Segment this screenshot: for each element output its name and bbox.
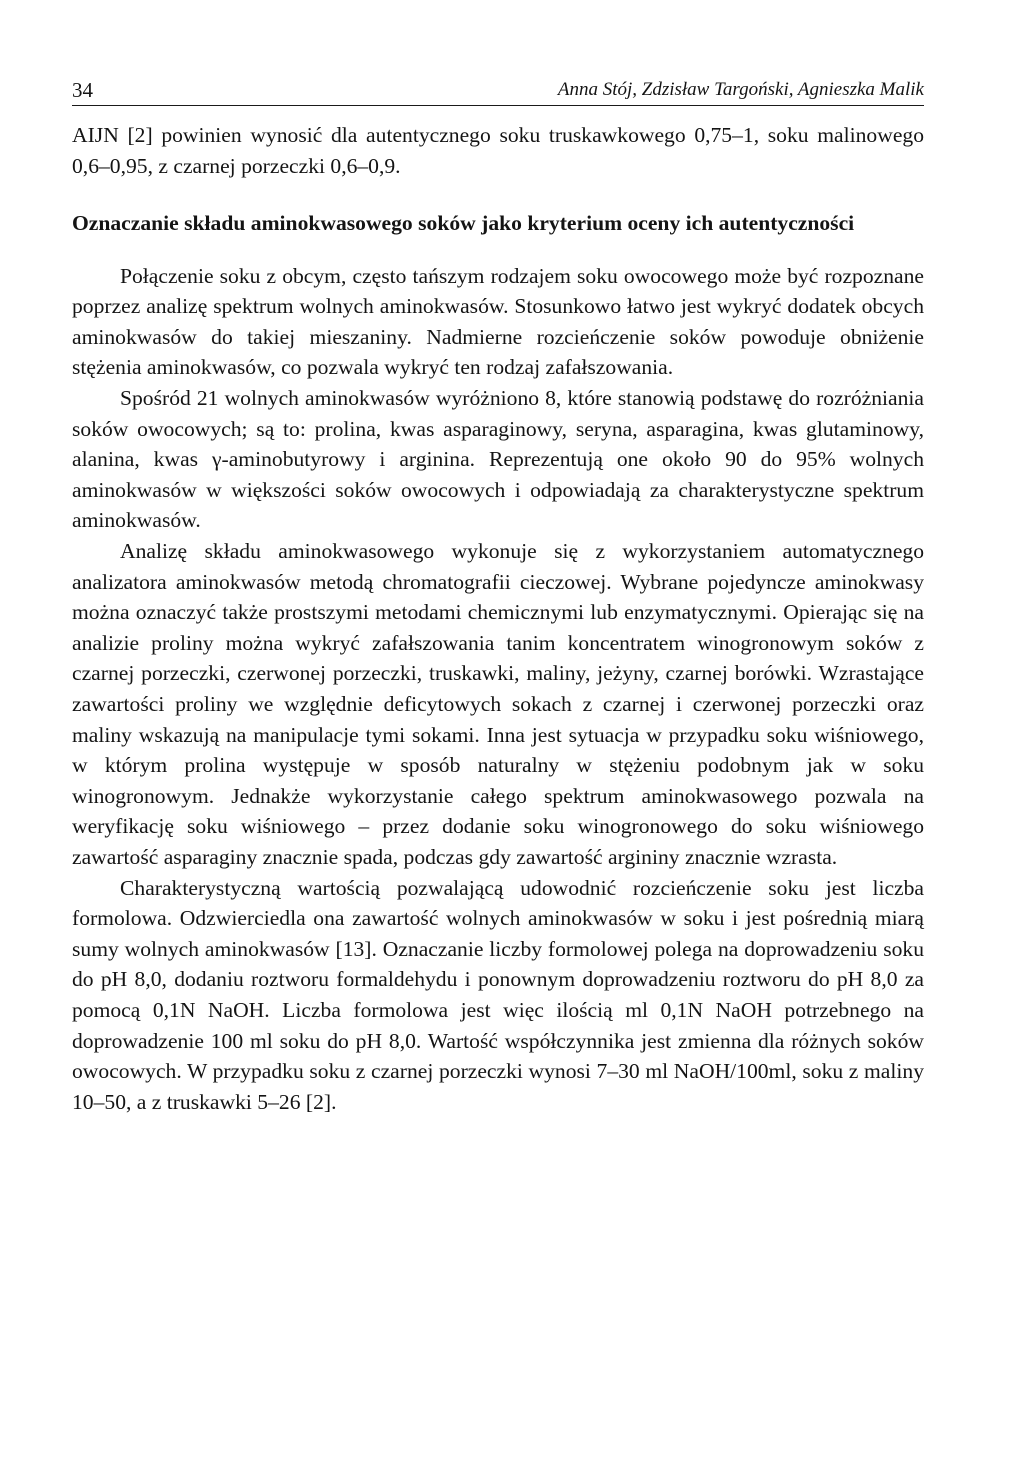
intro-paragraph: AIJN [2] powinien wynosić dla autentycznego soku truskawkowego 0,75–1, soku malinowego 0,6–0,95, z czarnej porzeczki 0,6–0,9. — [72, 123, 924, 178]
paragraph-4: Charakterystyczną wartością pozwalającą udowodnić rozcieńczenie soku jest liczba formolowa. Odzwierciedla ona zawartość wolnych aminokwasów w soku i jest pośrednią miarą sumy wolnych aminokwasów [13]. Oznaczanie liczby formolowej polega na doprowadzeniu soku do pH 8,0, dodaniu roztworu formaldehydu i ponownym doprowadzeniu roztworu do pH 8,0 za pomocą 0,1N NaOH. Liczba formolowa jest więc ilością ml 0,1N NaOH potrzebnego na doprowadzenie 100 ml soku do pH 8,0. Wartość współczynnika jest zmienna dla różnych soków owocowych. W przypadku soku z czarnej porzeczki wynosi 7–30 ml NaOH/100ml, soku z maliny 10–50, a z truskawki 5–26 [2]. — [72, 875, 924, 1114]
running-header-authors: Anna Stój, Zdzisław Targoński, Agnieszka Malik — [557, 79, 924, 100]
paragraph-2: Spośród 21 wolnych aminokwasów wyróżniono 8, które stanowią podstawę do rozróżniania soków owocowych; są to: prolina, kwas asparaginowy, seryna, asparagina, kwas glutaminowy, alanina, kwas γ-aminobutyrowy i arginina. Reprezentują one około 90 do 95% wolnych aminokwasów w większości soków owocowych i odpowiadają za charakterystyczne spektrum aminokwasów. — [72, 386, 924, 533]
paragraph-3: Analizę składu aminokwasowego wykonuje się z wykorzystaniem automatycznego analizatora aminokwasów metodą chromatografii cieczowej. Wybrane pojedyncze aminokwasy można oznaczyć także prostszymi metodami chemicznymi lub enzymatycznymi. Opierając się na analizie proliny można wykryć zafałszowania tanim koncentratem winogronowym soków z czarnej porzeczki, czerwonej porzeczki, truskawki, maliny, jeżyny, czarnej borówki. Wzrastające zawartości proliny we względnie deficytowych sokach z czarnej i czerwonej porzeczki oraz maliny wskazują na manipulacje tymi sokami. Inna jest sytuacja w przypadku soku wiśniowego, w którym prolina występuje w sposób naturalny w stężeniu podobnym jak w soku winogronowym. Jednakże wykorzystanie całego spektrum aminokwasowego pozwala na weryfikację soku wiśniowego – przez dodanie soku winogronowego do soku wiśniowego zawartość asparaginy znacznie spada, podczas gdy zawartość argininy znacznie wzrasta. — [72, 539, 924, 869]
section-body — [72, 261, 924, 1118]
document-page — [72, 78, 924, 1117]
section-heading: Oznaczanie składu aminokwasowego soków jako kryterium oceny ich autentyczności — [72, 211, 855, 236]
page-number: 34 — [72, 78, 93, 102]
paragraph-1: Połączenie soku z obcym, często tańszym rodzajem soku owocowego może być rozpoznane poprzez analizę spektrum wolnych aminokwasów. Stosunkowo łatwo jest wykryć dodatek obcych aminokwasów do takiej mieszaniny. Nadmierne rozcieńczenie soków powoduje obniżenie stężenia aminokwasów, co pozwala wykryć ten rodzaj zafałszowania. — [72, 263, 924, 380]
running-header — [72, 78, 924, 106]
